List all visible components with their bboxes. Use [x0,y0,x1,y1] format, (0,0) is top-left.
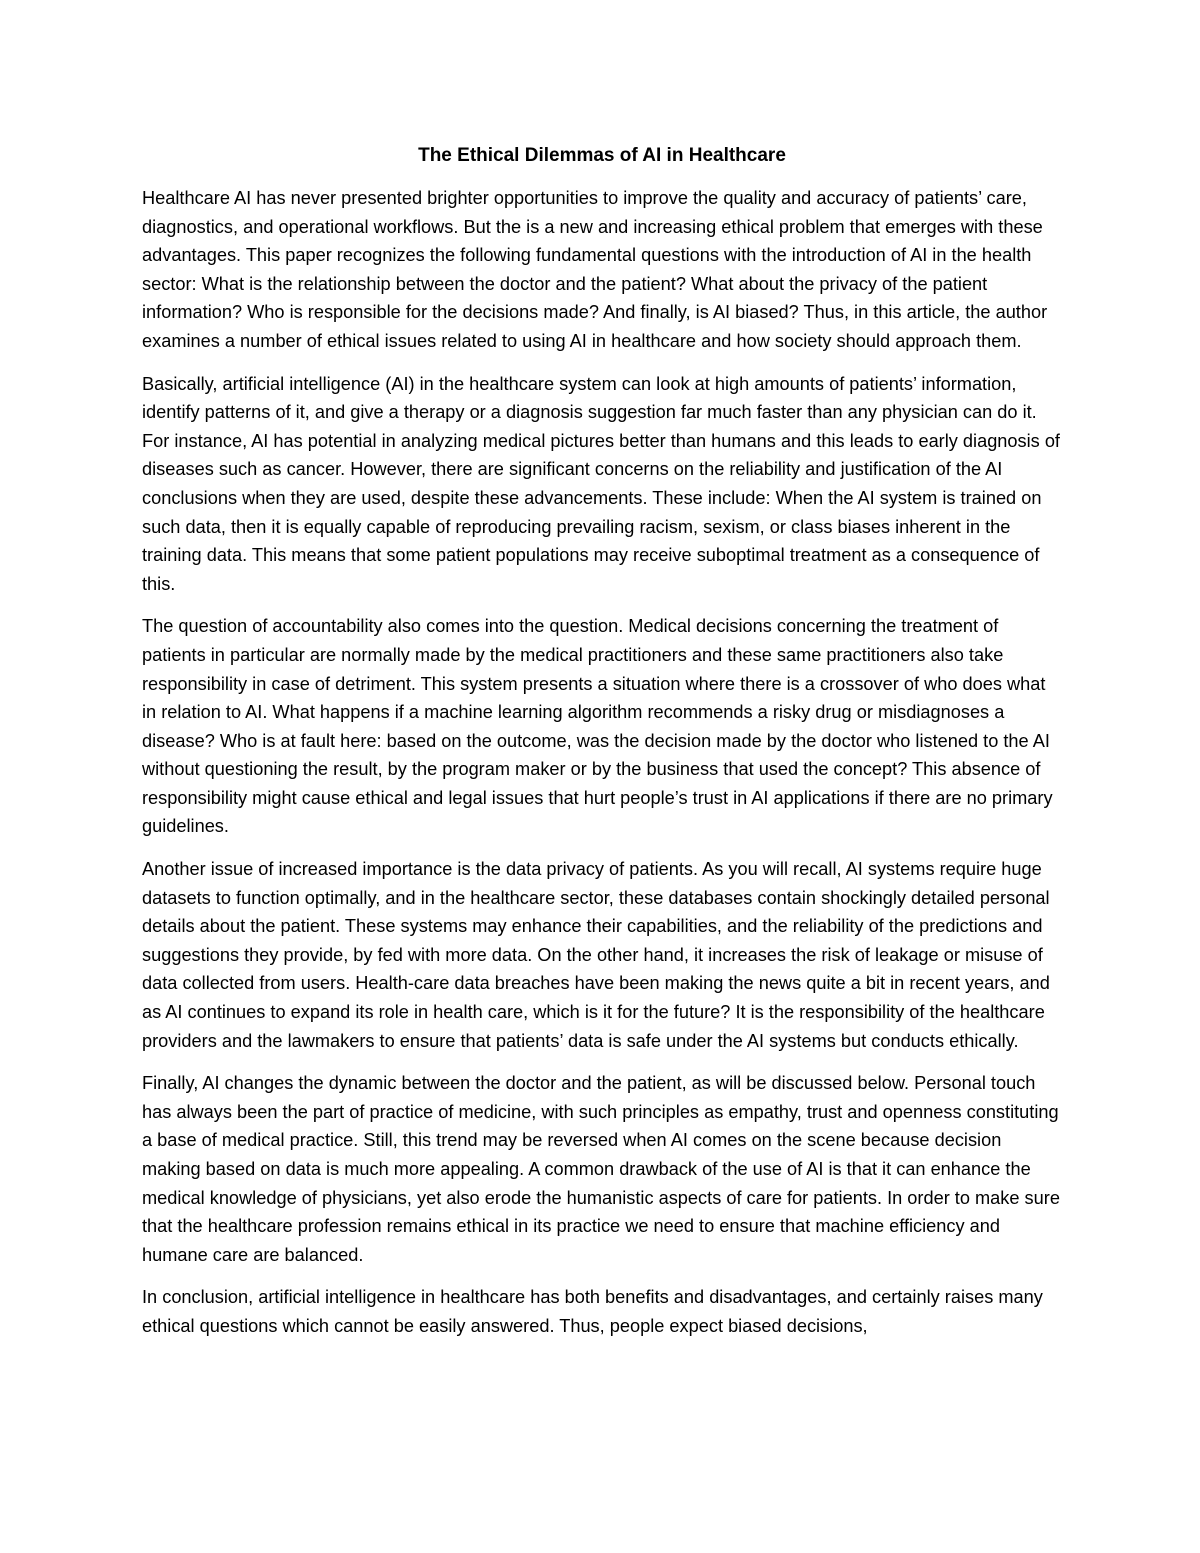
paragraph-conclusion: In conclusion, artificial intelligence in healthcare has both benefits and disadvantages, and certainly raises many ethical questions which cannot be easily answered. Thus, people expect biased decisions, [142,1287,1043,1336]
paragraph-introduction: Healthcare AI has never presented brighter opportunities to improve the quality and accuracy of patients’ care, diagnostics, and operational workflows. But the is a new and increasing ethical problem that emerges with these advantages. This paper recognizes the following fundamental questions with the introduction of AI in the health sector: What is the relationship between the doctor and the patient? What about the privacy of the patient information? Who is responsible for the decisions made? And finally, is AI biased? Thus, in this article, the author examines a number of ethical issues related to using AI in healthcare and how society should approach them. [142,188,1048,351]
paragraph-ai-capabilities-bias: Basically, artificial intelligence (AI) in the healthcare system can look at high amounts of patients’ information, identify patterns of it, and give a therapy or a diagnosis suggestion far much faster than any physician can do it. For instance, AI has potential in analyzing medical pictures better than humans and this leads to early diagnosis of diseases such as cancer. However, there are significant concerns on the reliability and justification of the AI conclusions when they are used, despite these advancements. These include: When the AI system is trained on such data, then it is equally capable of reproducing prevailing racism, sexism, or class biases inherent in the training data. This means that some patient populations may receive suboptimal treatment as a consequence of this. [142,373,1060,594]
paragraph-accountability: The question of accountability also comes into the question. Medical decisions concerning the treatment of patients in particular are normally made by the medical practitioners and these same practitioners also take responsibility in case of detriment. This system presents a situation where there is a crossover of who does what in relation to AI. What happens if a machine learning algorithm recommends a risky drug or misdiagnoses a disease? Who is at fault here: based on the outcome, was the decision made by the doctor who listened to the AI without questioning the result, by the program maker or by the business that used the concept? This absence of responsibility might cause ethical and legal issues that hurt people’s trust in AI applications if there are no primary guidelines. [142,616,1053,837]
document-body [142,142,1062,1355]
document-title: The Ethical Dilemmas of AI in Healthcare [418,145,786,166]
paragraph-data-privacy: Another issue of increased importance is the data privacy of patients. As you will recall, AI systems require huge datasets to function optimally, and in the healthcare sector, these databases contain shockingly detailed personal details about the patient. These systems may enhance their capabilities, and the reliability of the predictions and suggestions they provide, by fed with more data. On the other hand, it increases the risk of leakage or misuse of data collected from users. Health-care data breaches have been making the news quite a bit in recent years, and as AI continues to expand its role in health care, which is it for the future? It is the responsibility of the healthcare providers and the lawmakers to ensure that patients’ data is safe under the AI systems but conducts ethically. [142,859,1050,1051]
paragraph-doctor-patient-relationship: Finally, AI changes the dynamic between the doctor and the patient, as will be discussed below. Personal touch has always been the part of practice of medicine, with such principles as empathy, trust and openness constituting a base of medical practice. Still, this trend may be reversed when AI comes on the scene because decision making based on data is much more appealing. A common drawback of the use of AI is that it can enhance the medical knowledge of physicians, yet also erode the humanistic aspects of care for patients. In order to make sure that the healthcare profession remains ethical in its practice we need to ensure that machine efficiency and humane care are balanced. [142,1073,1060,1265]
